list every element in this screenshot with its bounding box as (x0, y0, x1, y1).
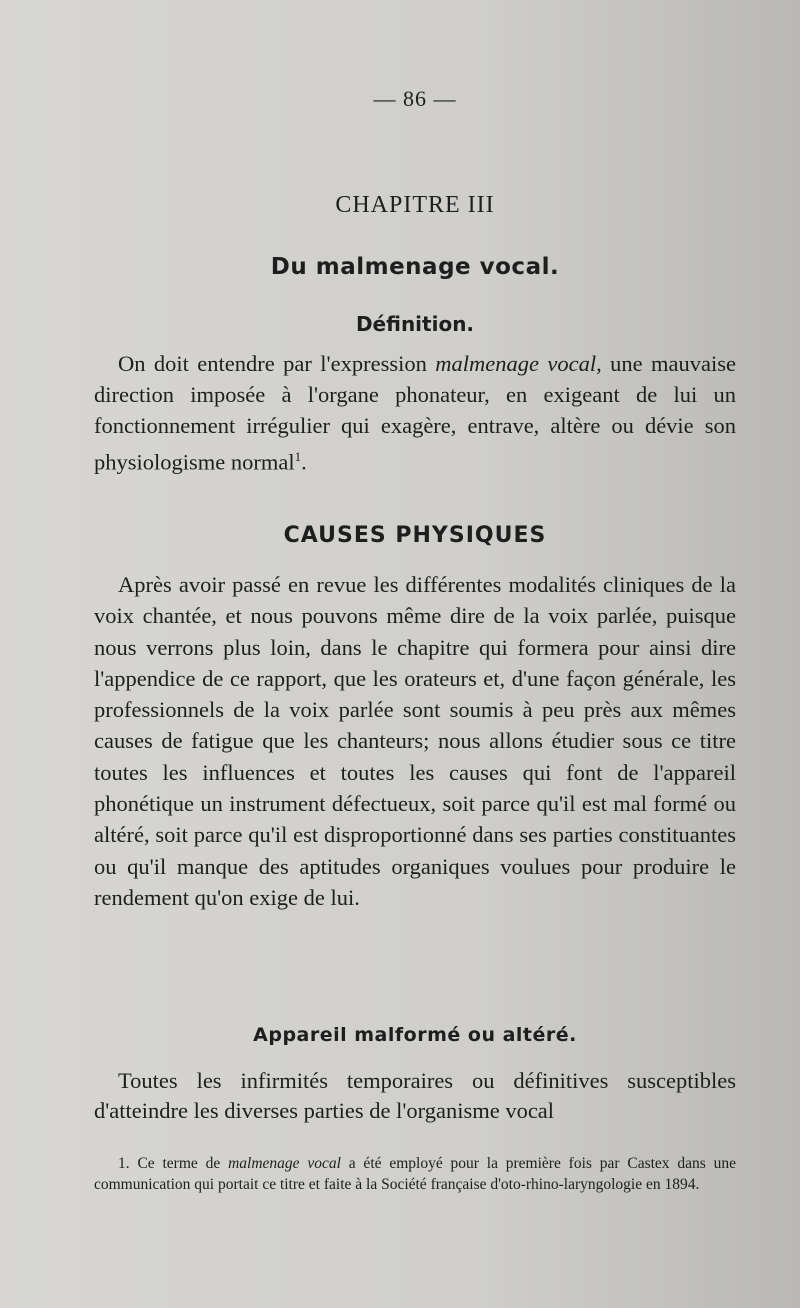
definition-text-before: On doit entendre par l'expression (118, 351, 436, 376)
appareil-heading: Appareil malformé ou altéré. (253, 1024, 577, 1046)
footnote-text-before: Ce terme de (129, 1155, 229, 1172)
definition-text-after: une mauvaise direction imposée à l'organe phonateur, en exigeant de lui un fonctionnement irrégulier qui exagère, entrave, altère ou dévie son physiologisme normal (94, 351, 736, 475)
page-number: — 86 — (373, 86, 457, 111)
definition-paragraph (94, 348, 736, 478)
definition-end: . (301, 449, 307, 475)
footnote (94, 1153, 736, 1195)
causes-text: Après avoir passé en revue les différentes modalités cliniques de la voix chantée, et nous pouvons même dire de la voix parlée, puisque nous verrons plus loin, dans le chapitre qui formera pour ainsi dire l'appendice de ce rapport, que les orateurs et, d'une façon générale, les professionnels de la voix parlée sont soumis à peu près aux mêmes causes de fatigue que les chanteurs; nous allons étudier sous ce titre toutes les influences et toutes les causes qui font de l'appareil phonétique un instrument défectueux, soit parce qu'il est mal formé ou altéré, soit parce qu'il est disproportionné dans ses parties constituantes ou qu'il manque des aptitudes organiques voulues pour produire le rendement qu'on exige de lui. (94, 572, 736, 910)
chapter-title: Du malmenage vocal. (270, 254, 560, 280)
definition-italic-term: malmenage vocal, (435, 351, 602, 376)
footnote-number: 1. (118, 1155, 130, 1172)
footnote-italic-term: malmenage vocal (228, 1155, 341, 1172)
footnote-text-after: a été employé pour la première fois par Castex dans une communication qui portait ce titre et faite à la Société française d'oto-rhino-laryngologie en 1894. (94, 1155, 736, 1193)
appareil-text: Toutes les infirmités temporaires ou définitives susceptibles d'atteindre les diverses parties de l'organisme vocal (94, 1068, 736, 1123)
definition-heading: Définition. (355, 312, 475, 336)
footnote-reference[interactable]: 1 (294, 449, 302, 464)
chapter-label: CHAPITRE III (335, 192, 495, 218)
causes-heading: CAUSES PHYSIQUES (283, 523, 547, 548)
causes-paragraph (94, 569, 736, 913)
appareil-paragraph (94, 1066, 736, 1126)
